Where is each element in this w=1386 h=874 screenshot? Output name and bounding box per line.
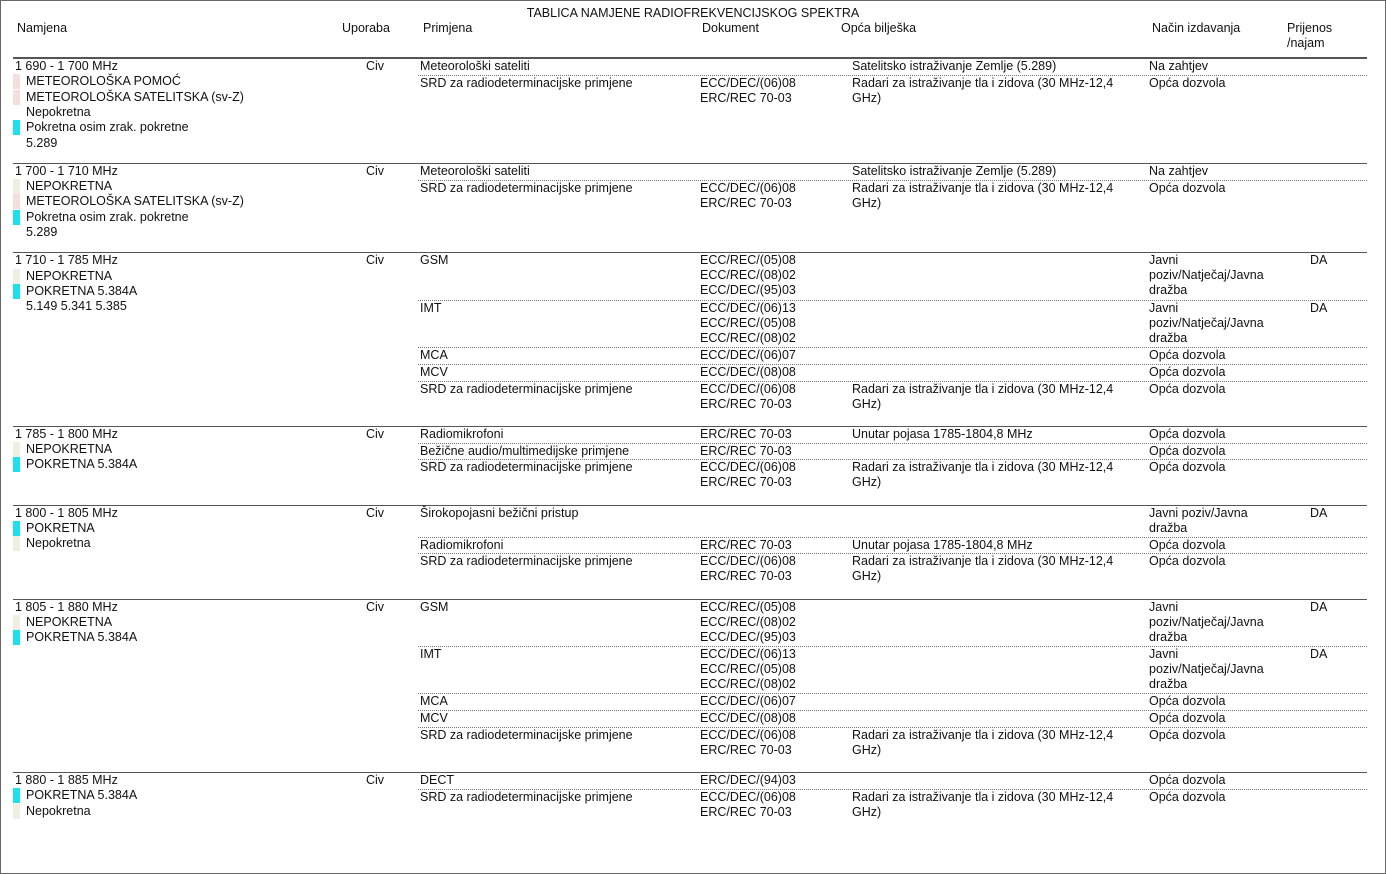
document-ref-line: ECC/REC/(08)02 [700,676,796,691]
document-ref-line: ECC/REC/(08)02 [700,268,796,283]
application-name: Bežične audio/multimedijske primjene [420,443,630,458]
document-ref-line: ECC/DEC/(06)08 [700,180,796,195]
licensing-method-line: poziv/Natječaj/Javna [1149,268,1264,283]
licensing-method-line: Opća dozvola [1149,443,1226,458]
document-ref-line: ECC/REC/(05)08 [700,253,796,268]
band-group [13,505,1367,599]
allocation-color-marker [13,457,20,472]
general-note-line: Radari za istraživanje tla i zidova (30 MHz-12,4 [852,75,1114,90]
document-ref-line: ECC/DEC/(06)08 [700,554,796,569]
general-note-line: GHz) [852,569,882,584]
allocation-label: POKRETNA 5.384A [26,788,138,803]
transfer-flag: DA [1310,300,1328,315]
allocation-color-marker [13,105,20,120]
general-note [852,76,1113,106]
general-note-line: Radari za istraživanje tla i zidova (30 MHz-12,4 [852,727,1114,742]
document-ref [700,365,796,380]
document-ref-line: ECC/DEC/(95)03 [700,283,796,298]
document-ref-line: ECC/DEC/(06)08 [700,381,796,396]
application-name: MCV [420,364,448,379]
licensing-method [1149,728,1225,743]
application-name: SRD za radiodeterminacijske primjene [420,460,633,475]
licensing-method-line: poziv/Natječaj/Javna [1149,614,1264,629]
document-ref-line: ERC/REC 70-03 [700,569,792,584]
band-group [13,426,1367,505]
allocation-color-marker [13,630,20,645]
document-ref [700,728,796,758]
band-group [13,163,1367,253]
allocation-label: POKRETNA [26,520,95,535]
document-ref [700,427,792,442]
document-ref [700,301,796,346]
licensing-method-line: poziv/Natječaj/Javna [1149,315,1264,330]
licensing-method [1149,253,1264,298]
allocation-label: 5.289 [26,224,58,239]
licensing-method-line: Opća dozvola [1149,364,1226,379]
allocation-label: POKRETNA 5.384A [26,630,138,645]
application-name: SRD za radiodeterminacijske primjene [420,727,633,742]
general-note [852,538,1033,553]
document-ref [700,790,796,820]
general-note-line: Radari za istraživanje tla i zidova (30 MHz-12,4 [852,180,1114,195]
document-ref-line: ERC/REC 70-03 [700,426,792,441]
general-note [852,59,1056,74]
header-biljeska: Opća bilješka [841,21,917,35]
transfer-flag: DA [1310,253,1328,268]
document-ref [700,348,796,363]
licensing-method [1149,506,1248,536]
application-name: Širokopojasni bežični pristup [420,505,579,520]
application-name: GSM [420,253,449,268]
licensing-method [1149,301,1264,346]
document-ref-line: ERC/REC 70-03 [700,475,792,490]
allocation-color-marker [13,179,20,194]
general-note-line: GHz) [852,396,882,411]
frequency-band: 1 700 - 1 710 MHz [15,163,118,178]
document-ref-line: ERC/REC 70-03 [700,90,792,105]
allocation-label: Nepokretna [26,803,91,818]
allocation-color-marker [13,536,20,551]
frequency-band: 1 800 - 1 805 MHz [15,505,118,520]
document-ref-line: ECC/DEC/(06)08 [700,460,796,475]
application-name: DECT [420,773,455,787]
licensing-method-line: Javni [1149,253,1179,268]
application-name: Radiomikrofoni [420,426,504,441]
general-note [852,790,1113,820]
allocation-color-marker [13,90,20,105]
licensing-method-line: Na zahtjev [1149,163,1209,178]
document-ref-line: ECC/DEC/(08)08 [700,364,796,379]
document-ref [700,694,796,709]
application-name: Radiomikrofoni [420,537,504,552]
licensing-method [1149,790,1225,805]
usage-value: Civ [366,163,385,178]
general-note-line: Satelitsko istraživanje Zemlje (5.289) [852,59,1057,73]
transfer-flag: DA [1310,505,1328,520]
document-ref-line: ERC/REC 70-03 [700,443,792,458]
licensing-method-line: Opća dozvola [1149,381,1226,396]
licensing-method-line: Opća dozvola [1149,75,1226,90]
licensing-method-line: Opća dozvola [1149,537,1226,552]
application-name: SRD za radiodeterminacijske primjene [420,554,633,569]
allocation-color-marker [13,804,20,819]
document-ref-line: ECC/REC/(05)08 [700,661,796,676]
licensing-method-line: Opća dozvola [1149,711,1226,726]
licensing-method-line: Na zahtjev [1149,59,1209,73]
allocation-label: 5.149 5.341 5.385 [26,299,127,314]
licensing-method [1149,647,1264,692]
general-note [852,554,1113,584]
application-name: IMT [420,300,442,315]
document-ref-line: ERC/REC 70-03 [700,804,792,819]
licensing-method [1149,538,1225,553]
licensing-method [1149,427,1225,442]
licensing-method-line: Opća dozvola [1149,426,1226,441]
application-name: MCV [420,711,448,726]
document-ref-line: ECC/DEC/(06)08 [700,789,796,804]
header-nacin: Način izdavanja [1152,21,1241,35]
document-ref-line: ECC/REC/(08)02 [700,614,796,629]
licensing-method-line: Opća dozvola [1149,773,1226,787]
document-ref [700,181,796,211]
general-note-line: GHz) [852,90,882,105]
document-ref [700,600,796,645]
allocation-label: METEOROLOŠKA SATELITSKA (sv-Z) [26,194,244,209]
allocation-label: 5.289 [26,135,58,150]
licensing-method [1149,694,1225,709]
licensing-method-line: dražba [1149,520,1188,535]
allocation-label: NEPOKRETNA [26,614,113,629]
allocation-color-marker [13,442,20,457]
table-title: TABLICA NAMJENE RADIOFREKVENCIJSKOG SPEKTRA [526,6,860,20]
column-headers [1,21,1385,57]
document-ref-line: ERC/REC 70-03 [700,537,792,552]
document-ref-line: ECC/DEC/(95)03 [700,629,796,644]
licensing-method-line: Opća dozvola [1149,348,1226,363]
document-ref-line: ECC/DEC/(08)08 [700,711,796,726]
application-name: SRD za radiodeterminacijske primjene [420,381,633,396]
allocation-label: Pokretna osim zrak. pokretne [26,120,189,135]
allocation-color-marker [13,615,20,630]
usage-value: Civ [366,773,385,787]
band-group [13,772,1367,834]
licensing-method-line: Opća dozvola [1149,789,1226,804]
general-note-line: GHz) [852,475,882,490]
frequency-band: 1 785 - 1 800 MHz [15,426,118,441]
header-uporaba: Uporaba [342,21,390,35]
header-prijenos-line1: Prijenos [1287,21,1333,35]
usage-value: Civ [366,599,385,614]
general-note-line: GHz) [852,195,882,210]
document-ref [700,711,796,726]
document-ref-line: ECC/DEC/(06)08 [700,75,796,90]
usage-value: Civ [366,253,385,268]
document-ref-line: ECC/DEC/(06)07 [700,694,796,709]
allocation-color-marker [13,269,20,284]
band-group [13,58,1367,163]
licensing-method [1149,773,1225,788]
document-ref-line: ERC/DEC/(94)03 [700,773,796,787]
general-note-line: Unutar pojasa 1785-1804,8 MHz [852,537,1033,552]
licensing-method-line: dražba [1149,283,1188,298]
document-ref-line: ECC/DEC/(06)13 [700,646,796,661]
application-name: IMT [420,646,442,661]
application-name: Meteorološki sateliti [420,59,530,73]
document-ref [700,773,796,788]
header-primjena: Primjena [423,21,473,35]
document-ref [700,444,792,459]
allocation-label: Pokretna osim zrak. pokretne [26,209,189,224]
application-name: MCA [420,694,448,709]
usage-value: Civ [366,426,385,441]
allocation-color-marker [13,299,20,314]
licensing-method-line: Javni [1149,599,1179,614]
document-ref-line: ECC/REC/(05)08 [700,315,796,330]
licensing-method-line: Opća dozvola [1149,460,1226,475]
transfer-flag: DA [1310,599,1328,614]
licensing-method-line: Javni [1149,300,1179,315]
general-note-line: Satelitsko istraživanje Zemlje (5.289) [852,163,1057,178]
application-name: GSM [420,599,449,614]
general-note [852,427,1033,442]
application-name: SRD za radiodeterminacijske primjene [420,789,633,804]
general-note-line: Radari za istraživanje tla i zidova (30 MHz-12,4 [852,554,1114,569]
general-note-line: Radari za istraživanje tla i zidova (30 MHz-12,4 [852,789,1114,804]
document-ref-line: ECC/DEC/(06)13 [700,300,796,315]
allocation-color-marker [13,225,20,240]
licensing-method [1149,365,1225,380]
allocation-label: NEPOKRETNA [26,179,113,194]
licensing-method [1149,382,1225,397]
application-name: SRD za radiodeterminacijske primjene [420,75,633,90]
allocation-color-marker [13,194,20,209]
allocation-color-marker [13,284,20,299]
application-name: SRD za radiodeterminacijske primjene [420,180,633,195]
licensing-method [1149,554,1225,569]
general-note [852,728,1113,758]
licensing-method-line: dražba [1149,676,1188,691]
document-ref [700,460,796,490]
usage-value: Civ [366,59,385,73]
licensing-method [1149,711,1225,726]
transfer-flag: DA [1310,646,1328,661]
document-ref [700,554,796,584]
licensing-method-line: Opća dozvola [1149,694,1226,709]
licensing-method [1149,600,1264,645]
allocation-color-marker [13,210,20,225]
document-ref [700,253,796,298]
document-ref-line: ECC/DEC/(06)08 [700,727,796,742]
header-prijenos [1287,21,1332,51]
licensing-method-line: dražba [1149,330,1188,345]
allocation-label: NEPOKRETNA [26,268,113,283]
band-group [13,599,1367,773]
document-ref-line: ECC/REC/(08)02 [700,330,796,345]
frequency-band: 1 710 - 1 785 MHz [15,253,118,268]
licensing-method [1149,59,1208,74]
licensing-method [1149,348,1225,363]
allocation-label: Nepokretna [26,536,91,551]
general-note-line: Unutar pojasa 1785-1804,8 MHz [852,426,1033,441]
header-prijenos-line2: /najam [1287,36,1325,50]
document-ref [700,647,796,692]
general-note [852,460,1113,490]
allocation-label: POKRETNA 5.384A [26,283,138,298]
frequency-band: 1 690 - 1 700 MHz [15,59,118,73]
document-ref [700,382,796,412]
licensing-method-line: Opća dozvola [1149,727,1226,742]
document-ref [700,76,796,106]
licensing-method-line: Opća dozvola [1149,554,1226,569]
header-dokument: Dokument [702,21,759,35]
allocation-label: POKRETNA 5.384A [26,457,138,472]
general-note-line: Radari za istraživanje tla i zidova (30 MHz-12,4 [852,381,1114,396]
usage-value: Civ [366,505,385,520]
licensing-method [1149,76,1225,91]
licensing-method-line: dražba [1149,629,1188,644]
document-ref-line: ERC/REC 70-03 [700,742,792,757]
document-ref-line: ECC/DEC/(06)07 [700,348,796,363]
document-ref [700,538,792,553]
frequency-band: 1 805 - 1 880 MHz [15,599,118,614]
general-note [852,382,1113,412]
allocation-label: NEPOKRETNA [26,442,113,457]
frequency-band: 1 880 - 1 885 MHz [15,773,118,787]
band-group [13,252,1367,426]
general-note-line: GHz) [852,742,882,757]
general-note [852,164,1056,179]
licensing-method [1149,181,1225,196]
application-name: Meteorološki sateliti [420,163,530,178]
allocation-color-marker [13,521,20,536]
allocation-color-marker [13,788,20,803]
application-name: MCA [420,348,448,363]
licensing-method [1149,164,1208,179]
licensing-method [1149,460,1225,475]
licensing-method-line: poziv/Natječaj/Javna [1149,661,1264,676]
allocation-color-marker [13,120,20,135]
general-note-line: GHz) [852,804,882,819]
allocation-label: METEOROLOŠKA POMOĆ [26,74,181,89]
allocation-label: METEOROLOŠKA SATELITSKA (sv-Z) [26,89,244,104]
general-note-line: Radari za istraživanje tla i zidova (30 MHz-12,4 [852,460,1114,475]
general-note [852,181,1113,211]
licensing-method-line: Opća dozvola [1149,180,1226,195]
allocation-color-marker [13,74,20,89]
allocation-label: Nepokretna [26,104,91,119]
document-ref-line: ERC/REC 70-03 [700,396,792,411]
header-namjena: Namjena [17,21,68,35]
allocation-color-marker [13,136,20,151]
document-ref-line: ECC/REC/(05)08 [700,599,796,614]
document-ref-line: ERC/REC 70-03 [700,195,792,210]
licensing-method-line: Javni poziv/Javna [1149,505,1248,520]
licensing-method [1149,444,1225,459]
licensing-method-line: Javni [1149,646,1179,661]
